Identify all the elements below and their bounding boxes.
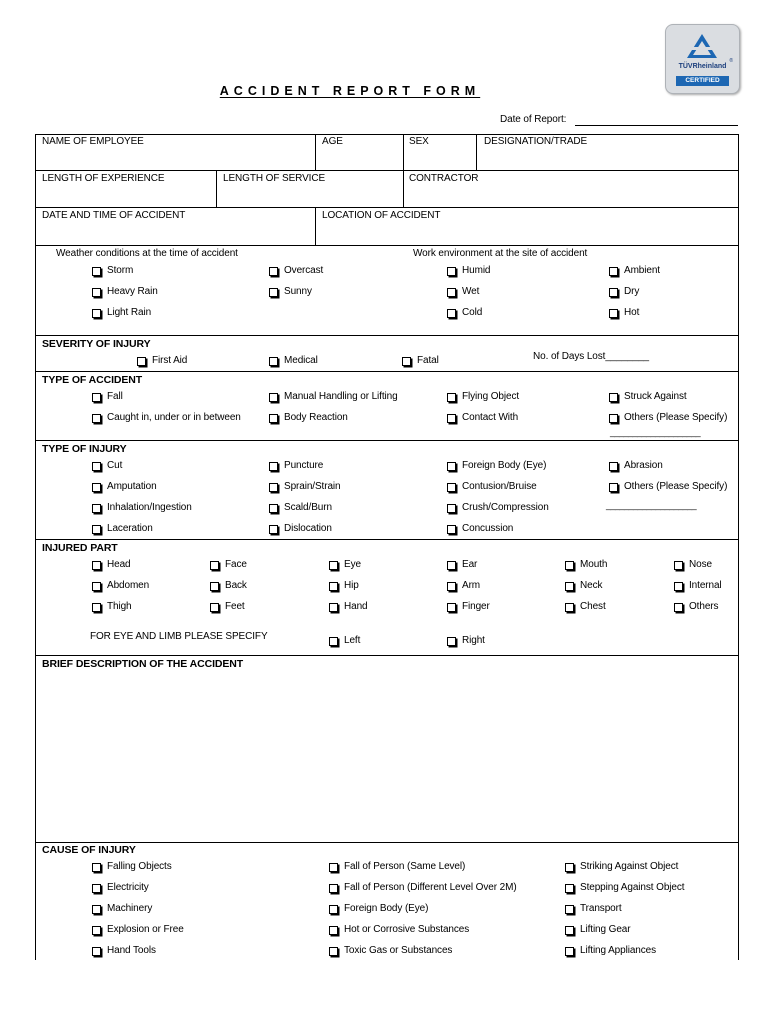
injury-option-dislocation[interactable]: Dislocation xyxy=(269,523,332,535)
accident-option-manual-handling[interactable]: Manual Handling or Lifting xyxy=(269,391,398,403)
checkbox-icon[interactable] xyxy=(609,483,618,492)
checkbox-icon[interactable] xyxy=(447,561,456,570)
cause-option-lifting-appliances[interactable]: Lifting Appliances xyxy=(565,945,656,957)
description-heading: BRIEF DESCRIPTION OF THE ACCIDENT xyxy=(42,658,244,670)
part-option-finger[interactable]: Finger xyxy=(447,601,490,613)
checkbox-icon[interactable] xyxy=(329,884,338,893)
part-option-nose[interactable]: Nose xyxy=(674,559,712,571)
checkbox-icon[interactable] xyxy=(329,905,338,914)
checkbox-icon[interactable] xyxy=(329,561,338,570)
severity-option-medical[interactable]: Medical xyxy=(269,355,318,367)
days-lost-field[interactable]: No. of Days Lost________ xyxy=(533,351,650,362)
col-divider xyxy=(476,134,477,170)
accident-option-caught-in[interactable]: Caught in, under or in between xyxy=(92,412,241,424)
checkbox-icon[interactable] xyxy=(447,267,456,276)
part-option-hip[interactable]: Hip xyxy=(329,580,359,592)
location-of-accident-label: LOCATION OF ACCIDENT xyxy=(322,210,441,221)
checkbox-icon[interactable] xyxy=(609,393,618,402)
checkbox-icon[interactable] xyxy=(269,462,278,471)
weather-option-storm[interactable]: Storm xyxy=(92,265,133,277)
checkbox-icon[interactable] xyxy=(210,582,219,591)
checkbox-icon[interactable] xyxy=(269,267,278,276)
cause-option-toxic-gas[interactable]: Toxic Gas or Substances xyxy=(329,945,452,957)
col-divider xyxy=(315,134,316,170)
injury-option-inhalation[interactable]: Inhalation/Ingestion xyxy=(92,502,192,514)
checkbox-icon[interactable] xyxy=(92,414,101,423)
work-env-option-dry[interactable]: Dry xyxy=(609,286,639,298)
accident-others-specify-line[interactable]: ____________________ xyxy=(610,427,701,437)
part-option-internal[interactable]: Internal xyxy=(674,580,722,592)
checkbox-icon[interactable] xyxy=(609,267,618,276)
length-of-service-label: LENGTH OF SERVICE xyxy=(223,173,326,184)
injury-option-cut[interactable]: Cut xyxy=(92,460,122,472)
injury-option-amputation[interactable]: Amputation xyxy=(92,481,157,493)
row-divider xyxy=(35,170,738,171)
checkbox-icon[interactable] xyxy=(92,863,101,872)
row-divider xyxy=(35,842,738,843)
checkbox-icon[interactable] xyxy=(92,603,101,612)
checkbox-icon[interactable] xyxy=(269,483,278,492)
checkbox-icon[interactable] xyxy=(92,393,101,402)
severity-option-fatal[interactable]: Fatal xyxy=(402,355,439,367)
injury-others-specify-line[interactable]: ____________________ xyxy=(606,500,697,510)
checkbox-icon[interactable] xyxy=(329,603,338,612)
checkbox-icon[interactable] xyxy=(92,309,101,318)
part-option-abdomen[interactable]: Abdomen xyxy=(92,580,149,592)
type-of-injury-heading: TYPE OF INJURY xyxy=(42,443,127,455)
checkbox-icon[interactable] xyxy=(447,309,456,318)
cause-option-foreign-body[interactable]: Foreign Body (Eye) xyxy=(329,903,428,915)
injury-option-concussion[interactable]: Concussion xyxy=(447,523,513,535)
checkbox-icon[interactable] xyxy=(269,288,278,297)
part-option-back[interactable]: Back xyxy=(210,580,247,592)
designation-label: DESIGNATION/TRADE xyxy=(484,136,588,147)
checkbox-icon[interactable] xyxy=(92,525,101,534)
part-option-neck[interactable]: Neck xyxy=(565,580,602,592)
part-option-head[interactable]: Head xyxy=(92,559,131,571)
age-label: AGE xyxy=(322,136,343,147)
col-divider xyxy=(403,134,404,207)
checkbox-icon[interactable] xyxy=(447,582,456,591)
part-option-chest[interactable]: Chest xyxy=(565,601,606,613)
accident-option-others[interactable]: Others (Please Specify) xyxy=(609,412,727,424)
work-env-option-cold[interactable]: Cold xyxy=(447,307,482,319)
checkbox-icon[interactable] xyxy=(402,357,411,366)
checkbox-icon[interactable] xyxy=(92,905,101,914)
row-divider xyxy=(35,207,738,208)
form-border-left xyxy=(35,134,36,960)
contractor-label: CONTRACTOR xyxy=(409,173,479,184)
part-option-thigh[interactable]: Thigh xyxy=(92,601,132,613)
checkbox-icon[interactable] xyxy=(329,926,338,935)
side-option-left[interactable]: Left xyxy=(329,635,360,647)
part-option-arm[interactable]: Arm xyxy=(447,580,480,592)
checkbox-icon[interactable] xyxy=(609,462,618,471)
form-title: ACCIDENT REPORT FORM xyxy=(219,84,481,98)
weather-option-overcast[interactable]: Overcast xyxy=(269,265,323,277)
severity-option-first-aid[interactable]: First Aid xyxy=(137,355,187,367)
checkbox-icon[interactable] xyxy=(329,637,338,646)
checkbox-icon[interactable] xyxy=(447,393,456,402)
sex-label: SEX xyxy=(409,136,429,147)
checkbox-icon[interactable] xyxy=(565,947,574,956)
checkbox-icon[interactable] xyxy=(92,267,101,276)
checkbox-icon[interactable] xyxy=(92,582,101,591)
checkbox-icon[interactable] xyxy=(269,504,278,513)
length-of-experience-label: LENGTH OF EXPERIENCE xyxy=(42,173,165,184)
checkbox-icon[interactable] xyxy=(565,863,574,872)
work-env-option-ambient[interactable]: Ambient xyxy=(609,265,660,277)
triangle-logo-icon xyxy=(686,33,718,59)
work-env-option-hot[interactable]: Hot xyxy=(609,307,639,319)
checkbox-icon[interactable] xyxy=(609,288,618,297)
injury-option-puncture[interactable]: Puncture xyxy=(269,460,323,472)
weather-option-light-rain[interactable]: Light Rain xyxy=(92,307,151,319)
row-divider xyxy=(35,371,738,372)
checkbox-icon[interactable] xyxy=(447,462,456,471)
weather-option-heavy-rain[interactable]: Heavy Rain xyxy=(92,286,158,298)
checkbox-icon[interactable] xyxy=(92,483,101,492)
accident-option-struck-against[interactable]: Struck Against xyxy=(609,391,687,403)
checkbox-icon[interactable] xyxy=(447,637,456,646)
cause-option-electricity[interactable]: Electricity xyxy=(92,882,149,894)
checkbox-icon[interactable] xyxy=(565,582,574,591)
checkbox-icon[interactable] xyxy=(92,561,101,570)
col-divider xyxy=(216,170,217,207)
name-of-employee-label: NAME OF EMPLOYEE xyxy=(42,136,144,147)
checkbox-icon[interactable] xyxy=(565,884,574,893)
checkbox-icon[interactable] xyxy=(329,947,338,956)
checkbox-icon[interactable] xyxy=(447,603,456,612)
accident-option-flying-object[interactable]: Flying Object xyxy=(447,391,519,403)
checkbox-icon[interactable] xyxy=(269,357,278,366)
injury-option-scald[interactable]: Scald/Burn xyxy=(269,502,332,514)
checkbox-icon[interactable] xyxy=(137,357,146,366)
accident-option-fall[interactable]: Fall xyxy=(92,391,123,403)
eye-limb-specify-label: FOR EYE AND LIMB PLEASE SPECIFY xyxy=(90,631,268,642)
injury-option-contusion[interactable]: Contusion/Bruise xyxy=(447,481,537,493)
part-option-others[interactable]: Others xyxy=(674,601,718,613)
work-env-option-wet[interactable]: Wet xyxy=(447,286,479,298)
part-option-mouth[interactable]: Mouth xyxy=(565,559,607,571)
date-of-report-label: Date of Report: xyxy=(500,114,567,125)
description-textarea[interactable] xyxy=(40,672,734,838)
checkbox-icon[interactable] xyxy=(92,884,101,893)
date-of-report-field[interactable] xyxy=(575,125,738,126)
part-option-eye[interactable]: Eye xyxy=(329,559,361,571)
checkbox-icon[interactable] xyxy=(92,504,101,513)
cause-option-machinery[interactable]: Machinery xyxy=(92,903,152,915)
row-divider xyxy=(35,335,738,336)
checkbox-icon[interactable] xyxy=(447,525,456,534)
checkbox-icon[interactable] xyxy=(609,414,618,423)
injured-part-heading: INJURED PART xyxy=(42,542,118,554)
injury-option-sprain[interactable]: Sprain/Strain xyxy=(269,481,341,493)
cause-option-fall-different-level[interactable]: Fall of Person (Different Level Over 2M) xyxy=(329,882,517,894)
checkbox-icon[interactable] xyxy=(210,561,219,570)
cause-option-hot-corrosive[interactable]: Hot or Corrosive Substances xyxy=(329,924,469,936)
checkbox-icon[interactable] xyxy=(269,393,278,402)
logo-brand: TÜVRheinland xyxy=(678,63,727,70)
cause-option-stepping-against[interactable]: Stepping Against Object xyxy=(565,882,684,894)
checkbox-icon[interactable] xyxy=(92,947,101,956)
certified-badge: CERTIFIED xyxy=(676,76,729,86)
injury-option-crush[interactable]: Crush/Compression xyxy=(447,502,549,514)
form-border-right xyxy=(738,134,739,960)
checkbox-icon[interactable] xyxy=(674,582,683,591)
checkbox-icon[interactable] xyxy=(269,525,278,534)
cause-option-explosion[interactable]: Explosion or Free xyxy=(92,924,184,936)
part-option-feet[interactable]: Feet xyxy=(210,601,245,613)
weather-option-sunny[interactable]: Sunny xyxy=(269,286,312,298)
checkbox-icon[interactable] xyxy=(674,603,683,612)
part-option-face[interactable]: Face xyxy=(210,559,247,571)
accident-option-contact-with[interactable]: Contact With xyxy=(447,412,518,424)
side-option-right[interactable]: Right xyxy=(447,635,485,647)
checkbox-icon[interactable] xyxy=(447,504,456,513)
registered-mark: ® xyxy=(729,58,733,64)
cause-option-lifting-gear[interactable]: Lifting Gear xyxy=(565,924,631,936)
checkbox-icon[interactable] xyxy=(565,603,574,612)
checkbox-icon[interactable] xyxy=(329,863,338,872)
weather-conditions-label: Weather conditions at the time of accident xyxy=(56,248,238,259)
work-env-option-humid[interactable]: Humid xyxy=(447,265,490,277)
cause-option-striking-against[interactable]: Striking Against Object xyxy=(565,861,678,873)
injury-option-laceration[interactable]: Laceration xyxy=(92,523,153,535)
checkbox-icon[interactable] xyxy=(92,926,101,935)
type-of-accident-heading: TYPE OF ACCIDENT xyxy=(42,374,143,386)
cause-of-injury-heading: CAUSE OF INJURY xyxy=(42,844,136,856)
checkbox-icon[interactable] xyxy=(674,561,683,570)
form-border-top xyxy=(35,134,738,135)
cause-option-hand-tools[interactable]: Hand Tools xyxy=(92,945,156,957)
checkbox-icon[interactable] xyxy=(92,462,101,471)
severity-heading: SEVERITY OF INJURY xyxy=(42,338,151,350)
cause-option-fall-same-level[interactable]: Fall of Person (Same Level) xyxy=(329,861,465,873)
checkbox-icon[interactable] xyxy=(565,561,574,570)
col-divider xyxy=(315,207,316,245)
row-divider xyxy=(35,655,738,656)
cause-option-transport[interactable]: Transport xyxy=(565,903,622,915)
injury-option-abrasion[interactable]: Abrasion xyxy=(609,460,663,472)
work-environment-label: Work environment at the site of accident xyxy=(413,248,588,259)
row-divider xyxy=(35,245,738,246)
checkbox-icon[interactable] xyxy=(565,905,574,914)
checkbox-icon[interactable] xyxy=(565,926,574,935)
injury-option-others[interactable]: Others (Please Specify) xyxy=(609,481,727,493)
checkbox-icon[interactable] xyxy=(269,414,278,423)
cause-option-falling-objects[interactable]: Falling Objects xyxy=(92,861,172,873)
row-divider xyxy=(35,539,738,540)
part-option-ear[interactable]: Ear xyxy=(447,559,477,571)
checkbox-icon[interactable] xyxy=(447,483,456,492)
checkbox-icon[interactable] xyxy=(329,582,338,591)
accident-option-body-reaction[interactable]: Body Reaction xyxy=(269,412,348,424)
checkbox-icon[interactable] xyxy=(609,309,618,318)
row-divider xyxy=(35,440,738,441)
checkbox-icon[interactable] xyxy=(92,288,101,297)
part-option-hand[interactable]: Hand xyxy=(329,601,368,613)
date-time-of-accident-label: DATE AND TIME OF ACCIDENT xyxy=(42,210,186,221)
checkbox-icon[interactable] xyxy=(210,603,219,612)
injury-option-foreign-body[interactable]: Foreign Body (Eye) xyxy=(447,460,546,472)
checkbox-icon[interactable] xyxy=(447,288,456,297)
checkbox-icon[interactable] xyxy=(447,414,456,423)
